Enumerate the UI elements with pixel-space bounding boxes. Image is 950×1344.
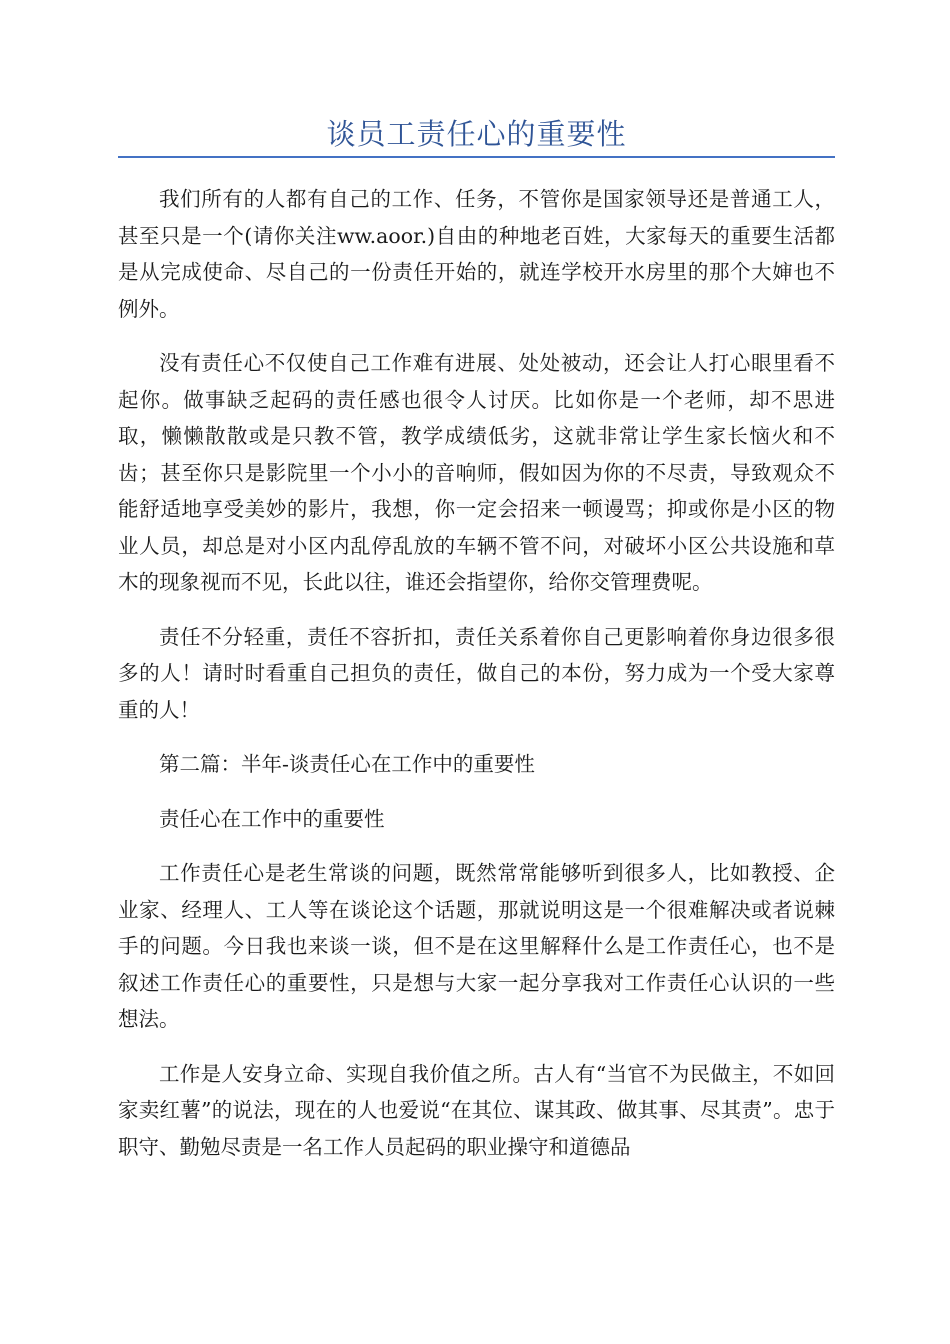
paragraph-3: 责任不分轻重，责任不容折扣，责任关系着你自己更影响着你身边很多很多的人！请时时看重自己担负的责任，做自己的本份，努力成为一个受大家尊重的人！ — [118, 624, 835, 722]
document-title: 谈员工责任心的重要性 — [326, 117, 627, 151]
section-subheading: 责任心在工作中的重要性 — [159, 806, 385, 831]
document-text — [118, 181, 835, 1165]
paragraph-5: 工作是人安身立命、实现自我价值之所。古人有“当官不为民做主，不如回家卖红薯”的说法，现在的人也爱说“在其位、谋其政、做其事、尽其责”。忠于职守、勤勉尽责是一名工作人员起码的职业操守和道德品 — [118, 1061, 835, 1159]
document-body — [118, 0, 835, 1183]
paragraph-4: 工作责任心是老生常谈的问题，既然常常能够听到很多人，比如教授、企业家、经理人、工人等在谈论这个话题，那就说明这是一个很难解决或者说棘手的问题。今日我也来谈一谈，但不是在这里解释什么是工作责任心，也不是叙述工作责任心的重要性，只是想与大家一起分享我对工作责任心认识的一些想法。 — [118, 861, 835, 1031]
paragraph-2: 没有责任心不仅使自己工作难有进展、处处被动，还会让人打心眼里看不起你。做事缺乏起码的责任感也很令人讨厌。比如你是一个老师，却不思进取，懒懒散散或是只教不管，教学成绩低劣，这就非常让学生家长恼火和不齿；甚至你只是影院里一个小小的音响师，假如因为你的不尽责，导致观众不能舒适地享受美妙的影片，我想，你一定会招来一顿谩骂；抑或你是小区的物业人员，却总是对小区内乱停乱放的车辆不管不问，对破坏小区公共设施和草木的现象视而不见，长此以往，谁还会指望你，给你交管理费呢。 — [118, 351, 835, 594]
section-heading-2: 第二篇：半年-谈责任心在工作中的重要性 — [159, 752, 535, 776]
title-underline — [118, 156, 835, 158]
paragraph-1: 我们所有的人都有自己的工作、任务，不管你是国家领导还是普通工人，甚至只是一个(请你关注ww.aoor.)自由的种地老百姓，大家每天的重要生活都是从完成使命、尽自己的一份责任开始的，就连学校开水房里的那个大婶也不例外。 — [118, 187, 835, 321]
